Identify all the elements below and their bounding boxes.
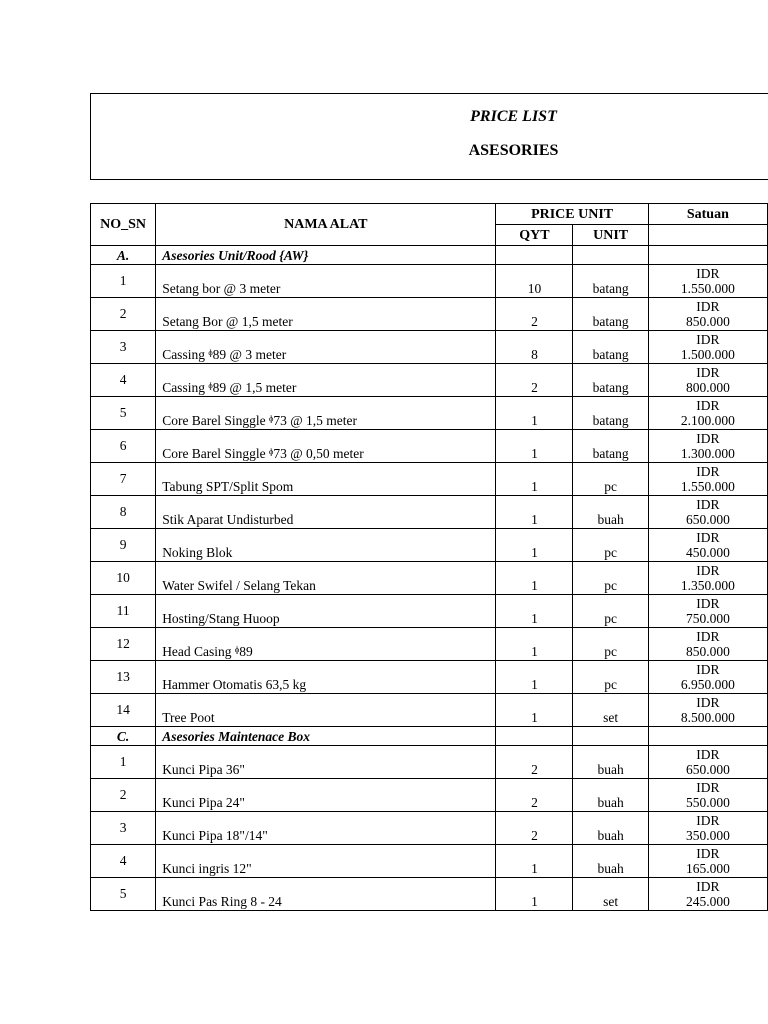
price-value: 350.000 <box>685 828 730 843</box>
price-value: 245.000 <box>685 894 730 909</box>
item-qty: 1 <box>496 463 573 496</box>
header-qty: QYT <box>496 225 573 246</box>
item-no: 8 <box>91 496 156 529</box>
price-currency: IDR <box>696 332 720 347</box>
table-row <box>91 397 768 430</box>
item-qty: 10 <box>496 265 573 298</box>
item-unit: pc <box>573 628 648 661</box>
item-name: Hosting/Stang Huoop <box>156 595 496 628</box>
item-no: 7 <box>91 463 156 496</box>
item-price <box>648 595 767 628</box>
price-value: 850.000 <box>685 314 730 329</box>
table-row <box>91 694 768 727</box>
item-price <box>648 661 767 694</box>
item-name: Tabung SPT/Split Spom <box>156 463 496 496</box>
item-name: Kunci Pipa 36" <box>156 746 496 779</box>
item-price <box>648 529 767 562</box>
item-no: 5 <box>91 878 156 911</box>
item-price <box>648 694 767 727</box>
item-qty: 1 <box>496 661 573 694</box>
page-subtitle: ASESORIES <box>468 142 559 159</box>
item-no: 2 <box>91 779 156 812</box>
item-price <box>648 463 767 496</box>
section-row <box>91 727 768 746</box>
item-no: 3 <box>91 331 156 364</box>
price-currency: IDR <box>696 497 720 512</box>
item-name: Kunci Pas Ring 8 - 24 <box>156 878 496 911</box>
price-value: 8.500.000 <box>680 710 735 725</box>
item-no: 1 <box>91 746 156 779</box>
item-unit: pc <box>573 661 648 694</box>
price-value: 1.550.000 <box>680 281 735 296</box>
item-unit: set <box>573 694 648 727</box>
item-no: 14 <box>91 694 156 727</box>
item-name: Noking Blok <box>156 529 496 562</box>
price-value: 650.000 <box>685 512 730 527</box>
item-unit: batang <box>573 331 648 364</box>
item-qty: 1 <box>496 562 573 595</box>
header-unit: UNIT <box>573 225 648 246</box>
price-currency: IDR <box>696 695 720 710</box>
item-qty: 1 <box>496 397 573 430</box>
table-row <box>91 562 768 595</box>
item-unit: batang <box>573 298 648 331</box>
item-qty: 2 <box>496 746 573 779</box>
table-row <box>91 779 768 812</box>
item-name: Core Barel Singgle ᶲ73 @ 1,5 meter <box>156 397 496 430</box>
item-qty: 1 <box>496 529 573 562</box>
item-price <box>648 812 767 845</box>
item-price <box>648 298 767 331</box>
item-unit: pc <box>573 529 648 562</box>
item-no: 11 <box>91 595 156 628</box>
item-price <box>648 878 767 911</box>
item-price <box>648 562 767 595</box>
item-no: 12 <box>91 628 156 661</box>
price-currency: IDR <box>696 464 720 479</box>
item-name: Cassing ᶲ89 @ 3 meter <box>156 331 496 364</box>
table-row <box>91 298 768 331</box>
table-row <box>91 430 768 463</box>
price-currency: IDR <box>696 530 720 545</box>
item-no: 10 <box>91 562 156 595</box>
item-qty: 8 <box>496 331 573 364</box>
price-currency: IDR <box>696 846 720 861</box>
item-no: 6 <box>91 430 156 463</box>
item-name: Stik Aparat Undisturbed <box>156 496 496 529</box>
item-unit: buah <box>573 779 648 812</box>
item-price <box>648 779 767 812</box>
price-value: 2.100.000 <box>680 413 735 428</box>
item-price <box>648 845 767 878</box>
item-name: Kunci ingris 12" <box>156 845 496 878</box>
price-currency: IDR <box>696 299 720 314</box>
price-currency: IDR <box>696 662 720 677</box>
item-qty: 2 <box>496 364 573 397</box>
price-value: 550.000 <box>685 795 730 810</box>
price-currency: IDR <box>696 813 720 828</box>
header-price-unit: PRICE UNIT <box>496 204 648 225</box>
item-no: 2 <box>91 298 156 331</box>
item-unit: batang <box>573 397 648 430</box>
price-value: 650.000 <box>685 762 730 777</box>
table-row <box>91 331 768 364</box>
item-unit: batang <box>573 430 648 463</box>
price-currency: IDR <box>696 365 720 380</box>
price-currency: IDR <box>696 398 720 413</box>
item-name: Kunci Pipa 24" <box>156 779 496 812</box>
title-box <box>90 93 768 180</box>
header-no: NO_SN <box>91 204 156 246</box>
item-name: Water Swifel / Selang Tekan <box>156 562 496 595</box>
item-name: Cassing ᶲ89 @ 1,5 meter <box>156 364 496 397</box>
item-price <box>648 265 767 298</box>
table-row <box>91 529 768 562</box>
item-unit: buah <box>573 812 648 845</box>
table-row <box>91 746 768 779</box>
table-row <box>91 496 768 529</box>
section-price-blank <box>648 246 767 265</box>
item-no: 4 <box>91 364 156 397</box>
page-title: PRICE LIST <box>470 108 557 125</box>
item-name: Setang Bor @ 1,5 meter <box>156 298 496 331</box>
item-price <box>648 397 767 430</box>
table-row <box>91 628 768 661</box>
table-row <box>91 845 768 878</box>
item-unit: set <box>573 878 648 911</box>
item-price <box>648 430 767 463</box>
price-value: 1.500.000 <box>680 347 735 362</box>
price-value: 6.950.000 <box>680 677 735 692</box>
table-row <box>91 812 768 845</box>
item-name: Hammer Otomatis 63,5 kg <box>156 661 496 694</box>
section-qty-blank <box>496 727 573 746</box>
item-qty: 1 <box>496 595 573 628</box>
item-name: Head Casing ᶲ89 <box>156 628 496 661</box>
price-value: 1.300.000 <box>680 446 735 461</box>
item-price <box>648 746 767 779</box>
section-unit-blank <box>573 727 648 746</box>
item-unit: pc <box>573 562 648 595</box>
item-qty: 1 <box>496 628 573 661</box>
item-unit: pc <box>573 595 648 628</box>
item-no: 4 <box>91 845 156 878</box>
item-name: Tree Poot <box>156 694 496 727</box>
section-code: C. <box>91 727 156 746</box>
price-currency: IDR <box>696 629 720 644</box>
price-currency: IDR <box>696 596 720 611</box>
section-unit-blank <box>573 246 648 265</box>
price-value: 750.000 <box>685 611 730 626</box>
table-row <box>91 595 768 628</box>
item-price <box>648 628 767 661</box>
table-row <box>91 463 768 496</box>
section-qty-blank <box>496 246 573 265</box>
price-currency: IDR <box>696 879 720 894</box>
item-unit: pc <box>573 463 648 496</box>
item-no: 5 <box>91 397 156 430</box>
table-row <box>91 661 768 694</box>
item-qty: 1 <box>496 845 573 878</box>
table-row <box>91 878 768 911</box>
header-name: NAMA ALAT <box>156 204 496 246</box>
header-satuan: Satuan <box>648 204 767 225</box>
price-currency: IDR <box>696 563 720 578</box>
price-currency: IDR <box>696 266 720 281</box>
item-no: 9 <box>91 529 156 562</box>
price-table <box>90 203 768 911</box>
price-value: 850.000 <box>685 644 730 659</box>
price-value: 800.000 <box>685 380 730 395</box>
item-unit: buah <box>573 746 648 779</box>
price-value: 1.550.000 <box>680 479 735 494</box>
item-qty: 1 <box>496 694 573 727</box>
price-value: 1.350.000 <box>680 578 735 593</box>
item-qty: 2 <box>496 298 573 331</box>
item-qty: 2 <box>496 779 573 812</box>
item-name: Kunci Pipa 18"/14" <box>156 812 496 845</box>
section-price-blank <box>648 727 767 746</box>
table-row <box>91 265 768 298</box>
item-price <box>648 331 767 364</box>
item-unit: batang <box>573 265 648 298</box>
section-title: Asesories Unit/Rood {AW} <box>156 246 496 265</box>
item-qty: 1 <box>496 878 573 911</box>
item-no: 1 <box>91 265 156 298</box>
item-no: 13 <box>91 661 156 694</box>
item-price <box>648 364 767 397</box>
item-qty: 1 <box>496 496 573 529</box>
item-unit: batang <box>573 364 648 397</box>
item-unit: buah <box>573 845 648 878</box>
price-value: 450.000 <box>685 545 730 560</box>
item-qty: 1 <box>496 430 573 463</box>
table-row <box>91 364 768 397</box>
section-code: A. <box>91 246 156 265</box>
price-currency: IDR <box>696 780 720 795</box>
item-unit: buah <box>573 496 648 529</box>
price-currency: IDR <box>696 431 720 446</box>
item-no: 3 <box>91 812 156 845</box>
section-title: Asesories Maintenace Box <box>156 727 496 746</box>
item-price <box>648 496 767 529</box>
item-name: Core Barel Singgle ᶲ73 @ 0,50 meter <box>156 430 496 463</box>
price-value: 165.000 <box>685 861 730 876</box>
price-currency: IDR <box>696 747 720 762</box>
section-row <box>91 246 768 265</box>
header-satuan-blank <box>648 225 767 246</box>
item-name: Setang bor @ 3 meter <box>156 265 496 298</box>
item-qty: 2 <box>496 812 573 845</box>
